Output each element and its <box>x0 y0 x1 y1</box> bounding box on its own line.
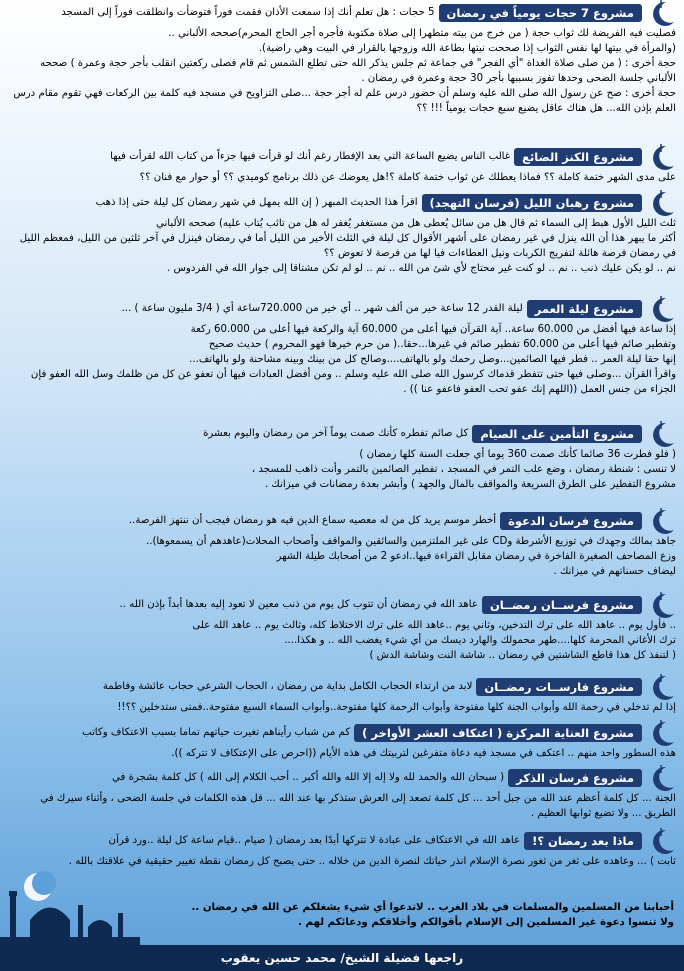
section-seven-hajj <box>8 4 676 116</box>
crescent-moon-icon <box>646 508 676 534</box>
section-line: ثلث الليل الأول هبط إلى السماء ثم قال هل من سائل يُعطى هل من مستغفر يُغفر له هل من تائب يُتاب عليه) صححه الألباني <box>155 218 676 229</box>
section-lead: ( سبحان الله والحمد لله ولا إله إلا الله والله أكبر .. أحب الكلام إلى الله ) كل كلمة بشجرة في <box>111 772 505 783</box>
section-lead: كل صائم تفطره كأنك صمت يوماً آخر من رمضان واليوم بعشرة <box>203 428 469 439</box>
section-dawah-knights <box>8 512 676 579</box>
section-line: أكثر ما يبهر هذا أن الله ينزل في غير رمضان على أشهر الأقوال كل ليلة في الثلث الأخير من الليل أما في رمضان فينزل في آخر ثلثين من الليل، فمعظم الليل في رمضان فرصة هائلة لتفريج الكربات ونيل العطاءات فيا لها من فرصة لا تعوض ؟؟ <box>19 233 676 259</box>
section-line: مشروع التفطير على الطرق السريعة والمواقف بالمال والجهد ) وأبشر بعدة رمضانات في ميزانك . <box>264 479 676 490</box>
closing-message <box>150 900 674 930</box>
section-lead: غالب الناس يضيع الساعة التي بعد الإفطار رغم أنك لو قرأت فيها جزءاً من كتاب الله لقرأت فيها <box>110 151 511 162</box>
section-title: مشروع فرسان الدعوة <box>500 512 642 530</box>
section-line: واقرأ القرآن ...وصلى فيها حتى تتفطر قدماك كرسول الله صلى الله عليه وسلم .. ومن أفضل العبادات فيها أن تعفو عن كل من ظلمك وسل الله العفو فإن الجزاء من جنس العمل ((اللهم إنك عفو تحب العفو فاعفو عنا )) . <box>30 369 676 395</box>
section-ramadan-heroines <box>8 678 676 715</box>
crescent-moon-icon <box>646 0 676 26</box>
section-line: ثابت ) ... وعاهده على ثغر من ثغور نصرة الإسلام انذر حياتك لنصرة الدين من خلاله .. حتى يصبح كل رمضان نقطة تغيير حقيقية في علاقتك بالله . <box>68 856 676 867</box>
section-line: وزع المصاحف الصغيرة الفاخرة في رمضان مقابل القراءة فيها..ادعو 2 من أصحابك طيلة الشهر <box>276 551 676 562</box>
section-lead: كم من شباب رأيناهم تغيرت حياتهم تماما بسبب الاعتكاف وكاتب <box>81 727 351 738</box>
section-line: حجة أخرى : صح عن رسول الله صلى الله عليه وسلم أن حضور درس علم له أجر حجة ...صلى التراويح في مسجد فيه كلمة بين الركعات فهي تقوم مقام درس العلم بإذن الله... هل هناك عاقل يضيع سبع حجات يومياً !!! ؟؟ <box>13 88 676 114</box>
section-line: وتفطير صائم فيها أعلى من 60.000 تفطير صائم في غيرها...حقا..( من حرم خيرها فهو المحروم ) حديث صحيح <box>208 339 676 350</box>
section-title: مشروع ليلة العمر <box>527 300 642 318</box>
section-line: (والمرأة في بيتها لها نفس الثواب إذا صححت نيتها بطاعة الله وزوجها بالقرار في البيت وهي راضية). <box>258 43 676 54</box>
section-line: ( لتنفذ كل هذا قاطع الشاشتين في رمضان .. شاشة النت وشاشة الدش ) <box>369 650 676 661</box>
section-night-monks <box>8 194 676 276</box>
section-title: مشروع 7 حجات يومياً في رمضان <box>439 4 643 22</box>
section-dhikr-knights <box>8 769 676 821</box>
section-title: مشروع فرسان الذكر <box>508 769 642 787</box>
section-line: على مدى الشهر ختمة كاملة ؟؟ فماذا يعطلك عن ثواب ختمة كاملة ؟!هل يعوضك عن ذلك برنامج كوميدي ؟؟ أو حوار مع فنان ؟؟ <box>139 172 676 183</box>
section-after-ramadan <box>8 832 676 869</box>
section-line: إذا ساعة فيها أفضل من 60.000 ساعة.. آية القرآن فيها أعلى من 60.000 آية والركعة فيها أعلى من 60.000 ركعة <box>190 324 676 335</box>
section-night-of-life <box>8 300 676 397</box>
footer-credit: راجعها فضيلة الشيخ/ محمد حسين يعقوب <box>0 945 684 971</box>
section-fasting-insurance <box>8 425 676 492</box>
section-line: إنها حقا ليلة العمر .. فطر فيها الصائمين...وصل رحمك ولو بالهاتف....وصالح كل من بينك وبينه مشاحنة ولو بالهاتف... <box>189 354 676 365</box>
section-lead: 5 حجات : هل تعلم أنك إذا سمعت الأذان فقمت فوراً فتوضأت وانطلقت فوراً إلى المسجد <box>61 7 435 18</box>
section-line: .. فأول يوم .. عاهد الله على ترك التدخين، وثاني يوم ..عاهد الله على ترك الاختلاط كله، وثالث يوم .. عاهد الله على <box>192 620 676 631</box>
section-lead: عاهد الله في رمضان أن تتوب كل يوم من ذنب معين لا تعود إليه بعدها أبداً بإذن الله .. <box>119 599 478 610</box>
section-title: مشروع فرســان رمضــان <box>482 596 642 614</box>
section-lead: ليلة القدر 12 ساعة خير من ألف شهر .. أي خير من 720.000ساعة أي ( 3/4 مليون ساعة ) ... <box>121 303 523 314</box>
section-lead: أخطر موسم يريد كل من له معصيه سماع الدين فيه هو رمضان فيجب أن ننتهز الفرصة.. <box>128 515 497 526</box>
crescent-moon-icon <box>646 296 676 322</box>
section-line: ( فلو فطرت 36 صائما كأنك صمت 360 يوما أي جعلت السنة كلها رمضان ) <box>359 449 676 460</box>
section-ramadan-knights <box>8 596 676 663</box>
closing-line: ولا تنسوا دعوة غير المسلمين إلى الإسلام بأقوالكم وأخلاقكم ودعائكم لهم . <box>298 917 674 928</box>
section-line: فصليت فيه الفريضة لك ثواب حجة ( من خرج من بيته متطهرا إلى صلاة مكتوبة فأجره أجر الحاج المحرم)صححه الألباني .. <box>168 28 676 39</box>
section-title: مشروع فارســات رمضــان <box>476 678 642 696</box>
section-line: إذا لم تدخلي في رحمة الله وأبواب الجنة كلها مفتوحة وأبواب الرحمة كلها مفتوحة..وأبواب السماء السبع مفتوحة..فمتى ستدخلين ؟؟!! <box>117 702 676 713</box>
crescent-moon-icon <box>646 144 676 170</box>
crescent-moon-icon <box>646 421 676 447</box>
section-lead: اقرأ هذا الحديث المبهر ( إن الله يمهل في شهر رمضان كل ليلة حتى إذا ذهب <box>95 197 418 208</box>
section-line: جاهد بمالك وجهدك في توزيع الأشرطة وCD على غير الملتزمين والسائقين والمواقف وأصحاب المحلات(عاهدهم أن يسمعوها).. <box>145 536 676 547</box>
crescent-moon-icon <box>646 674 676 700</box>
section-line: الجنة ... كل كلمة أعظم عند الله من جبل أحد ... كل كلمة تصعد إلى العرش ستذكر بها عند الله ... قل هذه الكلمات في جلسة الضحى ، وأثناء سيرك في الطريق ... ولا تضيع ثوابها العظيم . <box>40 793 676 819</box>
section-lead: عاهد الله في الاعتكاف على عبادة لا تتركها أبدًا بعد رمضان ( صيام ..قيام ساعة كل ليلة ..ورد قرآن <box>108 835 521 846</box>
section-line: ليضاف حسناتهم في ميزانك . <box>553 566 676 577</box>
section-title: مشروع التأمين على الصيام <box>472 425 642 443</box>
closing-line: أحبابنا من المسلمين والمسلمات في بلاد الغرب .. لاتدعوا أي شيء يشغلكم عن الله في رمضان .. <box>191 902 674 913</box>
section-title: مشروع العناية المركزة ( اعتكاف العشر الأواخر ) <box>354 724 642 742</box>
section-title: مشروع الكنز الضائع <box>514 148 642 166</box>
section-line: ترك الأغاني المحرمة كلها....طهر محمولك والهارد ديسك من أي شيء يغضب الله .. و هكذا.... <box>284 635 676 646</box>
crescent-moon-icon <box>646 765 676 791</box>
section-line: نم .. لو يكن عليك ذنب .. نم .. لو كنت غير محتاج لأي شئ من الله .. نم .. لو لم تكن مشتاقا إلى جوار الله في الفردوس . <box>167 263 676 274</box>
section-intensive-care <box>8 724 676 761</box>
section-lead: لابد من ارتداء الحجاب الكامل بداية من رمضان ، الحجاب الشرعي حجاب عائشة وفاطمة <box>102 681 473 692</box>
mosque-skyline-icon <box>0 865 140 945</box>
section-line: لا تنسى : شنطة رمضان ، وضع علب التمر في المسجد ، تفطير الصائمين بالتمر وأنت ذاهب للمسجد ، <box>251 464 676 475</box>
crescent-moon-icon <box>646 720 676 746</box>
section-title: مشروع رهبان الليل (فرسان التهجد) <box>422 194 642 212</box>
crescent-moon-icon <box>646 190 676 216</box>
crescent-moon-icon <box>646 592 676 618</box>
section-lost-treasure <box>8 148 676 185</box>
crescent-moon-icon <box>646 828 676 854</box>
section-line: حجة أخرى : ( من صلى صلاة الغداة "أي الفجر" في جماعة ثم جلس يذكر الله حتى تطلع الشمس ثم قام فصلى ركعتين انقلب بأجر حجة وعمرة ) صححه الألباني جلسة الضحى وحدها تفوز بسببها بأجر 30 حجة وعمرة في رمضان . <box>40 58 676 84</box>
section-title: ماذا بعد رمضان ؟! <box>524 832 642 850</box>
section-line: هذه السطور واحد منهم .. اعتكف في مسجد فيه دعاة متفرغين لتربيتك في هذه الأيام ((احرص على الإعتكاف لا تتركه )). <box>171 748 676 759</box>
